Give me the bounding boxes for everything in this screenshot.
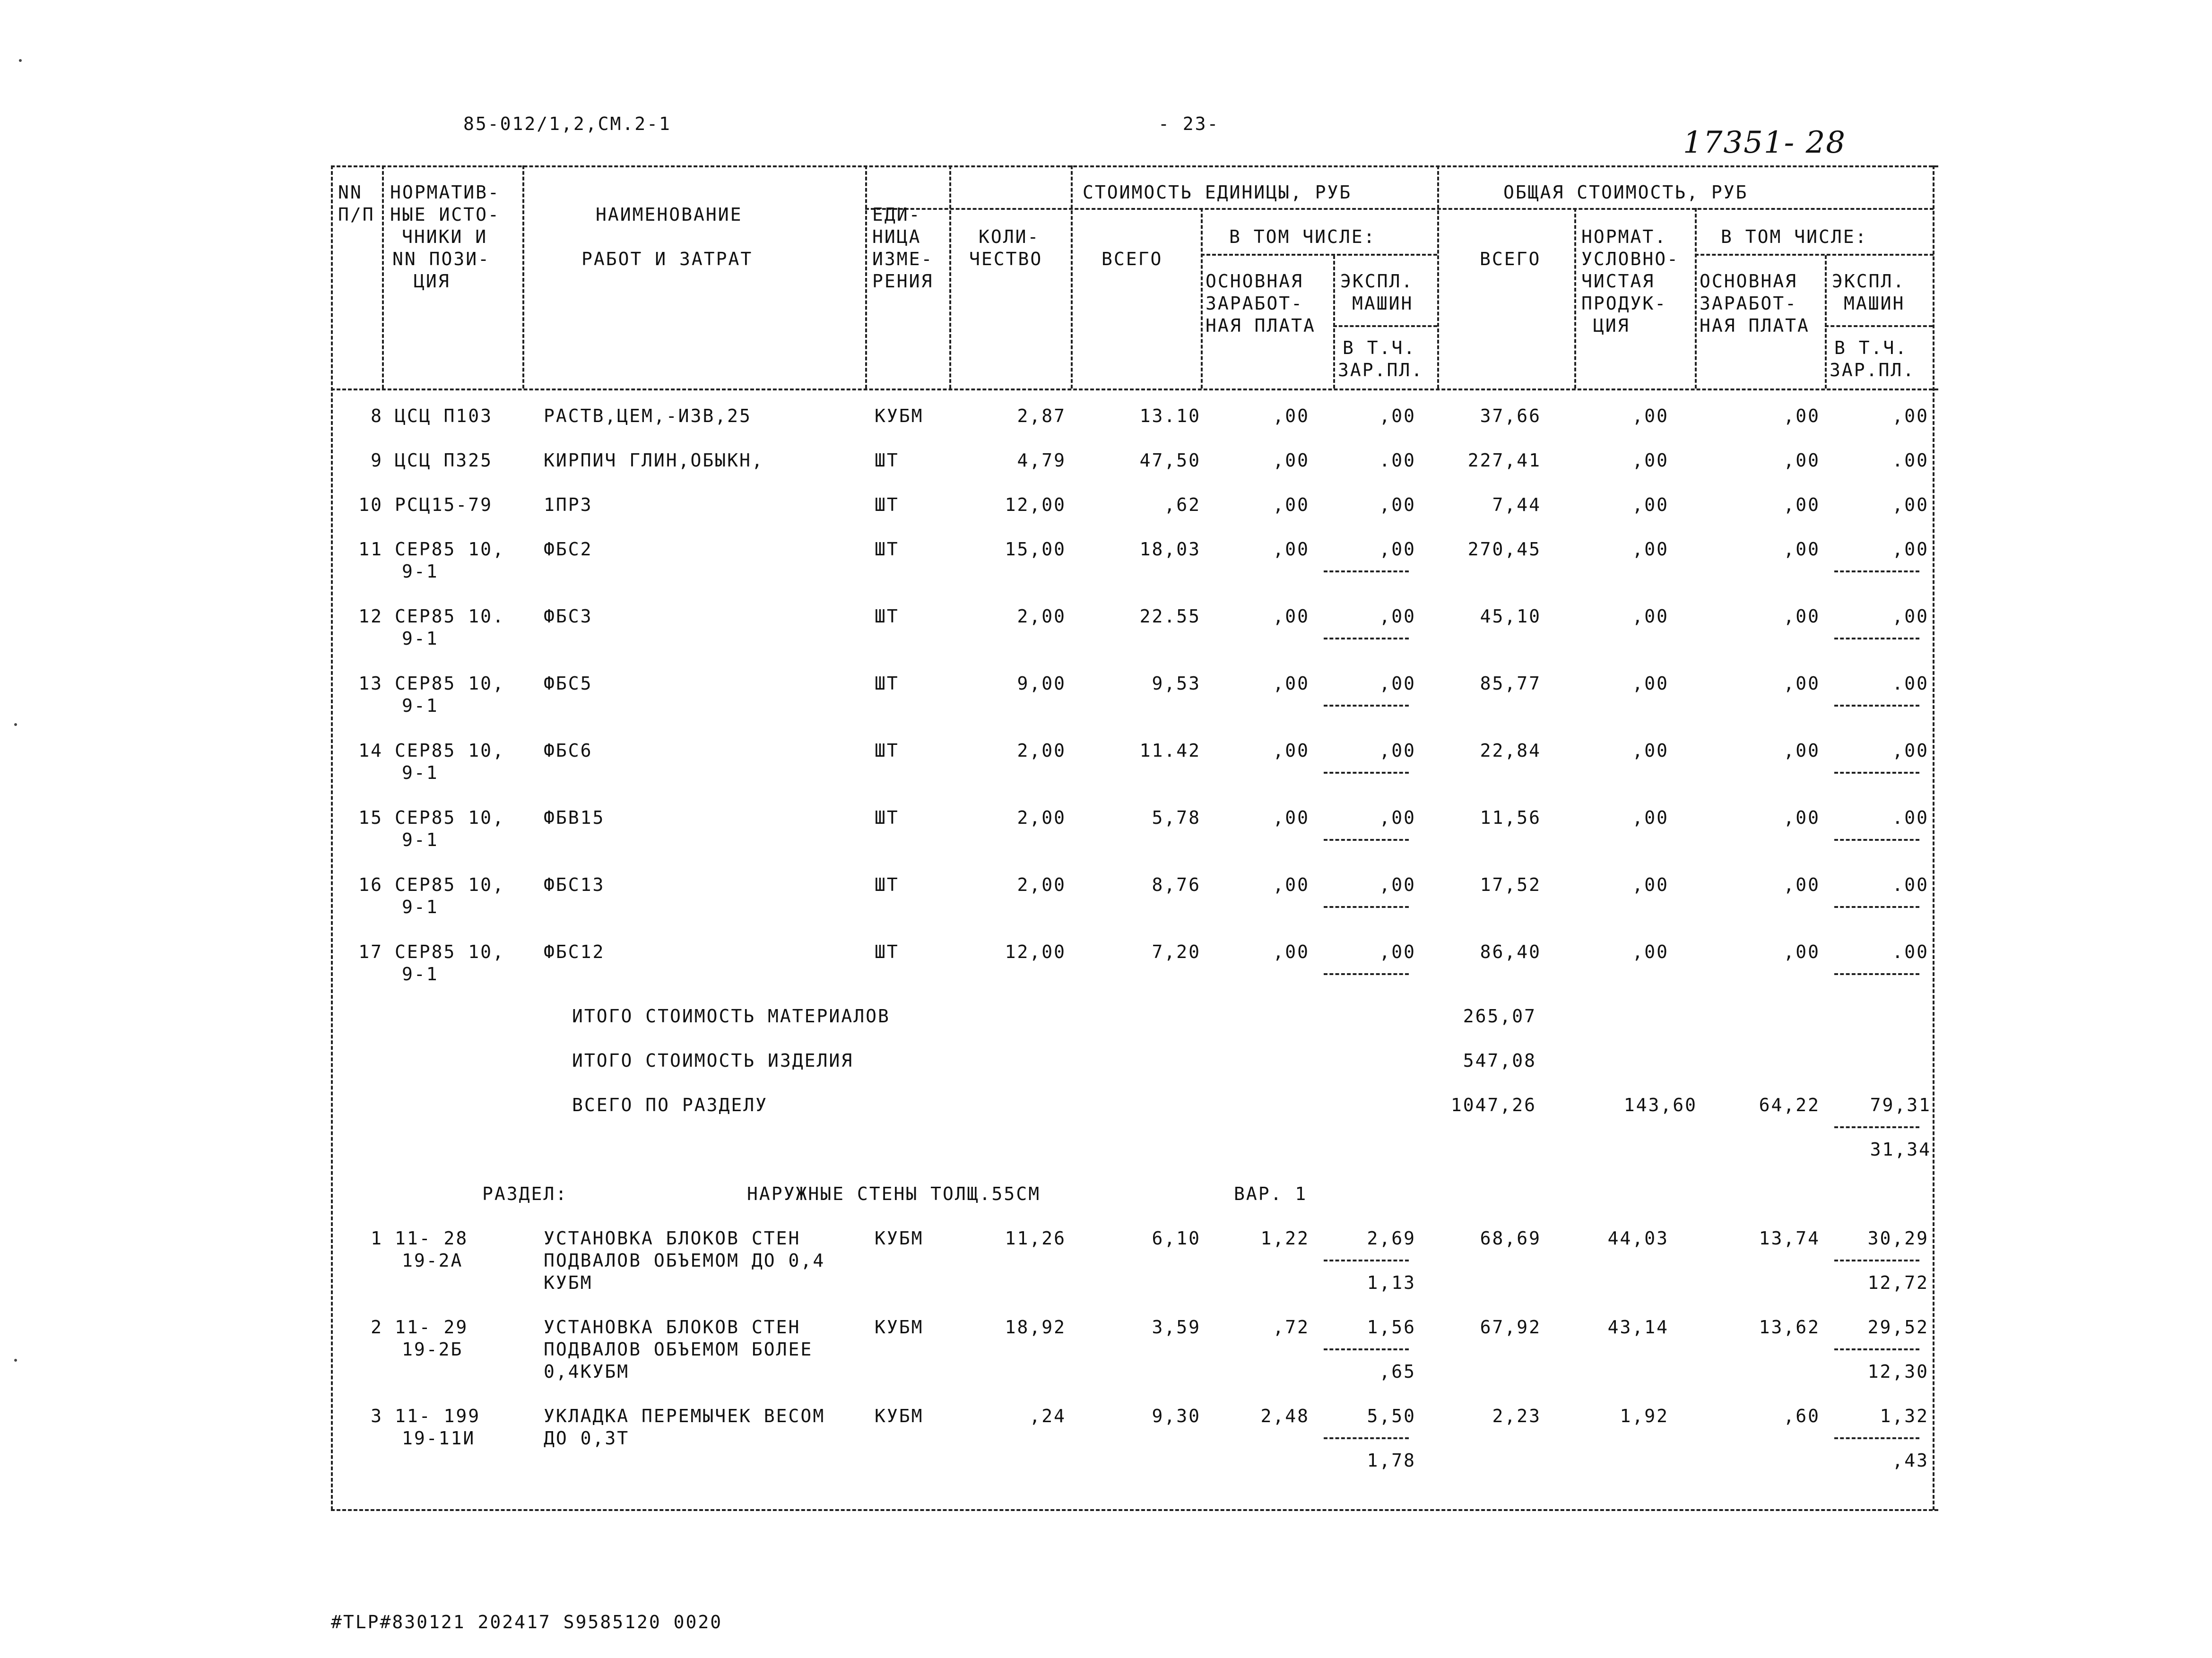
summary-section-wage: 64,22: [1759, 1095, 1820, 1115]
cell-code: ЦСЦ П103: [395, 406, 493, 426]
header-norm-source: НЫЕ ИСТО-: [390, 204, 500, 225]
cell-unit: КУБМ: [875, 1406, 924, 1426]
cell-unit: ШТ: [875, 874, 899, 895]
header-total-wage: ОСНОВНАЯ: [1700, 271, 1798, 292]
cell-code2: 9-1: [402, 829, 439, 850]
cell-t_ucp: ,00: [1632, 539, 1669, 560]
cell-t_zp: ,00: [1783, 941, 1820, 962]
cell-t_zp: 13,74: [1759, 1228, 1820, 1249]
cell-t_em: 1,32: [1880, 1406, 1929, 1426]
cell-unit: ШТ: [875, 941, 899, 962]
cell-t_ucp: ,00: [1632, 807, 1669, 828]
subtotal-rule: [1324, 1260, 1409, 1261]
header-unit-wage: ОСНОВНАЯ: [1206, 271, 1304, 292]
cell-t_zp: 13,62: [1759, 1317, 1820, 1338]
cell-name2: ПОДВАЛОВ ОБЪЕМОМ БОЛЕЕ: [544, 1339, 813, 1360]
subtotal-rule: [1834, 638, 1919, 639]
header-total-machines: МАШИН: [1844, 293, 1905, 314]
header-unit-machine-wage: ЗАР.ПЛ.: [1338, 360, 1424, 380]
summary-product-value: 547,08: [1463, 1050, 1536, 1071]
cell-u_total: 3,59: [1152, 1317, 1201, 1338]
cell-name: УСТАНОВКА БЛОКОВ СТЕН: [544, 1228, 801, 1249]
header-unit-machines: МАШИН: [1352, 293, 1414, 314]
cell-t_total: 2,23: [1492, 1406, 1541, 1426]
header-total-wage: НАЯ ПЛАТА: [1700, 315, 1810, 336]
cell-u_em: 1,56: [1367, 1317, 1416, 1338]
cell-u_total: 5,78: [1152, 807, 1201, 828]
cell-t_total: 45,10: [1480, 606, 1541, 627]
cell-u_total: 47,50: [1139, 450, 1201, 471]
header-subrule: [1695, 254, 1934, 256]
cell-t_ucp: 1,92: [1620, 1406, 1669, 1426]
header-subrule: [1333, 325, 1437, 327]
cell-unit: ШТ: [875, 740, 899, 761]
subtotal-rule: [1834, 705, 1919, 707]
cell-qty: 2,00: [1017, 606, 1066, 627]
cell-t_em: ,00: [1892, 494, 1929, 515]
cell-t_zp: ,00: [1783, 539, 1820, 560]
cell-t_total: 37,66: [1480, 406, 1541, 426]
subtotal-rule: [1324, 973, 1409, 975]
cell-code: РСЦ15-79: [395, 494, 493, 515]
cell-qty: 18,92: [1005, 1317, 1066, 1338]
cell-code: 11- 28: [395, 1228, 468, 1249]
cell-n: 10: [358, 494, 383, 515]
cell-name2: ДО 0,3Т: [544, 1428, 630, 1449]
cell-t_em: ,00: [1892, 539, 1929, 560]
header-subrule: [1825, 325, 1933, 327]
section-title: НАРУЖНЫЕ СТЕНЫ ТОЛЩ.55СМ: [747, 1183, 1041, 1204]
cell-code: 11- 199: [395, 1406, 481, 1426]
cell-qty: 2,00: [1017, 807, 1066, 828]
scan-speck: [14, 723, 17, 726]
summary-section-machines: 79,31: [1870, 1095, 1931, 1115]
cell-u_em: ,00: [1379, 740, 1416, 761]
cell-unit: ШТ: [875, 673, 899, 694]
cell-t_emzp: 12,30: [1867, 1361, 1929, 1382]
cell-qty: 15,00: [1005, 539, 1066, 560]
cell-t_zp: ,00: [1783, 673, 1820, 694]
summary-section-label: ВСЕГО ПО РАЗДЕЛУ: [572, 1095, 768, 1115]
header-norm-source: ЧНИКИ И: [402, 226, 488, 247]
cell-unit: КУБМ: [875, 1228, 924, 1249]
cell-n: 11: [358, 539, 383, 560]
header-net-product: ЦИЯ: [1593, 315, 1630, 336]
cell-t_em: .00: [1892, 874, 1929, 895]
cell-u_zp: 2,48: [1260, 1406, 1310, 1426]
cell-code2: 9-1: [402, 964, 439, 984]
cell-t_emzp: ,43: [1892, 1450, 1929, 1471]
table-right-border: [1933, 165, 1934, 1510]
cell-code: 11- 29: [395, 1317, 468, 1338]
cell-t_zp: ,00: [1783, 807, 1820, 828]
cell-t_total: 86,40: [1480, 941, 1541, 962]
cell-name: КИРПИЧ ГЛИН,ОБЫКН,: [544, 450, 764, 471]
header-divider: [1333, 255, 1335, 389]
cell-code: ЦСЦ П325: [395, 450, 493, 471]
header-net-product: ЧИСТАЯ: [1581, 271, 1655, 292]
cell-u_zp: ,00: [1273, 539, 1310, 560]
cell-code: СЕР85 10,: [395, 539, 505, 560]
cell-qty: 12,00: [1005, 941, 1066, 962]
header-nn: NN: [338, 182, 363, 203]
subtotal-rule: [1324, 705, 1409, 707]
header-norm-source: NN ПОЗИ-: [392, 249, 491, 269]
cell-qty: 12,00: [1005, 494, 1066, 515]
subtotal-rule: [1834, 772, 1919, 774]
cell-u_zp: ,00: [1273, 450, 1310, 471]
cell-u_zp: ,00: [1273, 807, 1310, 828]
cell-code: СЕР85 10,: [395, 941, 505, 962]
cell-t_total: 7,44: [1492, 494, 1541, 515]
cell-code2: 19-2Б: [402, 1339, 463, 1360]
cell-unit: ШТ: [875, 494, 899, 515]
cell-u_zp: ,00: [1273, 874, 1310, 895]
cell-t_zp: ,60: [1783, 1406, 1820, 1426]
cell-t_total: 11,56: [1480, 807, 1541, 828]
cell-u_em: ,00: [1379, 494, 1416, 515]
subtotal-rule: [1324, 1348, 1409, 1350]
cell-n: 2: [371, 1317, 383, 1338]
header-total-total: ВСЕГО: [1480, 249, 1541, 269]
header-unit-cost: СТОИМОСТЬ ЕДИНИЦЫ, РУБ: [1083, 182, 1352, 203]
cell-name2: ПОДВАЛОВ ОБЪЕМОМ ДО 0,4: [544, 1250, 825, 1271]
header-divider: [382, 165, 384, 389]
scan-speck: [14, 1359, 17, 1362]
cell-u_em: ,00: [1379, 807, 1416, 828]
cell-u_zp: ,00: [1273, 406, 1310, 426]
cell-t_em: ,00: [1892, 606, 1929, 627]
cell-t_ucp: 44,03: [1607, 1228, 1669, 1249]
cell-n: 13: [358, 673, 383, 694]
subtotal-rule: [1834, 1126, 1919, 1128]
header-unit: РЕНИЯ: [872, 271, 934, 292]
cell-qty: 2,00: [1017, 740, 1066, 761]
header-nn: П/П: [338, 204, 375, 225]
cell-code2: 9-1: [402, 561, 439, 582]
cell-name: ФБС13: [544, 874, 605, 895]
cell-code: СЕР85 10,: [395, 874, 505, 895]
cell-code2: 9-1: [402, 897, 439, 917]
cell-u_em: 2,69: [1367, 1228, 1416, 1249]
cell-t_ucp: ,00: [1632, 606, 1669, 627]
cell-t_ucp: ,00: [1632, 740, 1669, 761]
cell-n: 1: [371, 1228, 383, 1249]
cell-u_total: 6,10: [1152, 1228, 1201, 1249]
cell-t_ucp: 43,14: [1607, 1317, 1669, 1338]
cell-u_emzp: ,65: [1379, 1361, 1416, 1382]
cell-code2: 19-11И: [402, 1428, 476, 1449]
summary-materials-value: 265,07: [1463, 1006, 1536, 1027]
header-net-product: ПРОДУК-: [1581, 293, 1667, 314]
subtotal-rule: [1834, 1437, 1919, 1439]
cell-t_em: .00: [1892, 807, 1929, 828]
header-divider: [1437, 165, 1439, 389]
cell-t_zp: ,00: [1783, 494, 1820, 515]
subtotal-rule: [1324, 570, 1409, 572]
cell-u_total: 9,53: [1152, 673, 1201, 694]
cell-code: СЕР85 10,: [395, 673, 505, 694]
cell-name: ФБВ15: [544, 807, 605, 828]
section-label: РАЗДЕЛ:: [482, 1183, 568, 1204]
cell-code2: 19-2А: [402, 1250, 463, 1271]
cell-name: ФБС3: [544, 606, 593, 627]
cell-u_total: 7,20: [1152, 941, 1201, 962]
cell-unit: ШТ: [875, 539, 899, 560]
cell-qty: 11,26: [1005, 1228, 1066, 1249]
subtotal-rule: [1834, 570, 1919, 572]
cell-t_zp: ,00: [1783, 606, 1820, 627]
cell-qty: 2,87: [1017, 406, 1066, 426]
cell-name: ФБС5: [544, 673, 593, 694]
cell-n: 8: [371, 406, 383, 426]
cell-n: 17: [358, 941, 383, 962]
cell-t_em: 30,29: [1867, 1228, 1929, 1249]
cell-u_total: ,62: [1164, 494, 1201, 515]
header-net-product: НОРМАТ.: [1581, 226, 1667, 247]
header-total-cost: ОБЩАЯ СТОИМОСТЬ, РУБ: [1503, 182, 1748, 203]
cell-code2: 9-1: [402, 762, 439, 783]
header-unit-wage: ЗАРАБОТ-: [1206, 293, 1304, 314]
section-variant: ВАР. 1: [1234, 1183, 1308, 1204]
cell-u_total: 9,30: [1152, 1406, 1201, 1426]
cell-t_zp: ,00: [1783, 450, 1820, 471]
cell-qty: ,24: [1029, 1406, 1066, 1426]
header-unit: НИЦА: [872, 226, 921, 247]
cell-name: ФБС2: [544, 539, 593, 560]
footer-code: #TLP#830121 202417 S9585120 0020: [331, 1612, 723, 1632]
cell-u_emzp: 1,13: [1367, 1272, 1416, 1293]
cell-t_ucp: ,00: [1632, 673, 1669, 694]
cell-t_em: .00: [1892, 941, 1929, 962]
header-subrule: [865, 208, 1934, 210]
subtotal-rule: [1324, 906, 1409, 908]
cell-t_zp: ,00: [1783, 740, 1820, 761]
cell-qty: 2,00: [1017, 874, 1066, 895]
header-total-machine-wage: ЗАР.ПЛ.: [1830, 360, 1916, 380]
cell-name: УСТАНОВКА БЛОКОВ СТЕН: [544, 1317, 801, 1338]
cell-name: ФБС12: [544, 941, 605, 962]
cell-u_zp: 1,22: [1260, 1228, 1310, 1249]
header-divider: [1695, 208, 1697, 389]
cell-u_em: ,00: [1379, 874, 1416, 895]
header-divider: [1574, 208, 1576, 389]
header-total-wage: ЗАРАБОТ-: [1700, 293, 1798, 314]
cell-t_ucp: ,00: [1632, 874, 1669, 895]
summary-section-total: 1047,26: [1450, 1095, 1536, 1115]
subtotal-rule: [1324, 839, 1409, 841]
header-qty: ЧЕСТВО: [969, 249, 1043, 269]
cell-u_emzp: 1,78: [1367, 1450, 1416, 1471]
cell-t_total: 68,69: [1480, 1228, 1541, 1249]
header-norm-source: ЦИЯ: [414, 271, 451, 292]
doc-code: 85-012/1,2,СМ.2-1: [463, 113, 671, 134]
subtotal-rule: [1834, 1348, 1919, 1350]
cell-n: 9: [371, 450, 383, 471]
cell-t_ucp: ,00: [1632, 406, 1669, 426]
cell-n: 12: [358, 606, 383, 627]
header-qty: КОЛИ-: [979, 226, 1040, 247]
subtotal-rule: [1324, 1437, 1409, 1439]
cell-unit: КУБМ: [875, 1317, 924, 1338]
cell-u_em: ,00: [1379, 606, 1416, 627]
page-number: - 23-: [1158, 113, 1220, 134]
cell-t_emzp: 12,72: [1867, 1272, 1929, 1293]
subtotal-rule: [1324, 638, 1409, 639]
cell-t_ucp: ,00: [1632, 450, 1669, 471]
header-name: РАБОТ И ЗАТРАТ: [581, 249, 753, 269]
cell-u_em: ,00: [1379, 539, 1416, 560]
cell-n: 3: [371, 1406, 383, 1426]
header-bottom-border: [331, 389, 1938, 390]
cell-qty: 9,00: [1017, 673, 1066, 694]
cell-unit: ШТ: [875, 606, 899, 627]
header-total-incl: В ТОМ ЧИСЛЕ:: [1721, 226, 1868, 247]
header-net-product: УСЛОВНО-: [1581, 249, 1680, 269]
cell-unit: КУБМ: [875, 406, 924, 426]
header-total-machine-wage: В Т.Ч.: [1834, 337, 1908, 358]
cell-u_total: 18,03: [1139, 539, 1201, 560]
cell-u_zp: ,00: [1273, 494, 1310, 515]
cell-code: СЕР85 10,: [395, 807, 505, 828]
cell-u_em: ,00: [1379, 941, 1416, 962]
cell-unit: ШТ: [875, 450, 899, 471]
cell-name: ФБС6: [544, 740, 593, 761]
table-left-border: [331, 165, 333, 1510]
cell-unit: ШТ: [875, 807, 899, 828]
header-divider: [522, 165, 524, 389]
header-divider: [1825, 255, 1827, 389]
cell-code2: 9-1: [402, 628, 439, 649]
subtotal-rule: [1324, 772, 1409, 774]
table-bottom-border: [331, 1509, 1938, 1511]
cell-t_ucp: ,00: [1632, 494, 1669, 515]
scan-speck: [19, 59, 22, 62]
cell-code2: 9-1: [402, 695, 439, 716]
header-total-machines: ЭКСПЛ.: [1832, 271, 1906, 292]
header-unit: ИЗМЕ-: [872, 249, 934, 269]
cell-t_total: 270,45: [1467, 539, 1541, 560]
cell-name: УКЛАДКА ПЕРЕМЫЧЕК ВЕСОМ: [544, 1406, 825, 1426]
header-subrule: [1201, 254, 1437, 256]
header-unit-total: ВСЕГО: [1102, 249, 1163, 269]
cell-u_zp: ,00: [1273, 673, 1310, 694]
header-norm-source: НОРМАТИВ-: [390, 182, 500, 203]
cell-t_total: 22,84: [1480, 740, 1541, 761]
cell-u_em: 5,50: [1367, 1406, 1416, 1426]
cell-u_zp: ,00: [1273, 740, 1310, 761]
cell-u_total: 11.42: [1139, 740, 1201, 761]
table-top-border: [331, 165, 1938, 167]
cell-u_em: ,00: [1379, 406, 1416, 426]
cell-u_zp: ,00: [1273, 606, 1310, 627]
summary-product-label: ИТОГО СТОИМОСТЬ ИЗДЕЛИЯ: [572, 1050, 854, 1071]
cell-n: 16: [358, 874, 383, 895]
cell-n: 14: [358, 740, 383, 761]
cell-t_em: ,00: [1892, 406, 1929, 426]
subtotal-rule: [1834, 906, 1919, 908]
summary-materials-label: ИТОГО СТОИМОСТЬ МАТЕРИАЛОВ: [572, 1006, 890, 1027]
subtotal-rule: [1834, 839, 1919, 841]
cell-t_em: ,00: [1892, 740, 1929, 761]
cell-t_total: 67,92: [1480, 1317, 1541, 1338]
header-divider: [865, 165, 867, 389]
cell-t_ucp: ,00: [1632, 941, 1669, 962]
header-divider: [949, 165, 951, 389]
cell-t_total: 17,52: [1480, 874, 1541, 895]
cell-name: РАСТВ,ЦЕМ,-ИЗВ,25: [544, 406, 752, 426]
cell-u_total: 22.55: [1139, 606, 1201, 627]
header-unit: ЕДИ-: [872, 204, 921, 225]
cell-t_total: 85,77: [1480, 673, 1541, 694]
header-unit-wage: НАЯ ПЛАТА: [1206, 315, 1316, 336]
header-unit-machine-wage: В Т.Ч.: [1343, 337, 1416, 358]
header-divider: [1071, 165, 1073, 389]
cell-u_zp: ,72: [1273, 1317, 1310, 1338]
cell-u_em: .00: [1379, 450, 1416, 471]
summary-section-net: 143,60: [1623, 1095, 1697, 1115]
cell-name: 1ПР3: [544, 494, 593, 515]
cell-u_em: ,00: [1379, 673, 1416, 694]
cell-u_total: 8,76: [1152, 874, 1201, 895]
cell-name3: КУБМ: [544, 1272, 593, 1293]
cell-t_em: 29,52: [1867, 1317, 1929, 1338]
cell-code: СЕР85 10,: [395, 740, 505, 761]
handwritten-reference: 17351- 28: [1683, 125, 1846, 160]
subtotal-rule: [1834, 973, 1919, 975]
cell-t_total: 227,41: [1467, 450, 1541, 471]
subtotal-rule: [1834, 1260, 1919, 1261]
cell-u_zp: ,00: [1273, 941, 1310, 962]
cell-t_zp: ,00: [1783, 874, 1820, 895]
header-name: НАИМЕНОВАНИЕ: [596, 204, 743, 225]
summary-section-machine-wage: 31,34: [1870, 1139, 1931, 1160]
header-divider: [1201, 208, 1203, 389]
cell-t_em: .00: [1892, 450, 1929, 471]
cell-name3: 0,4КУБМ: [544, 1361, 630, 1382]
cell-u_total: 13.10: [1139, 406, 1201, 426]
cell-qty: 4,79: [1017, 450, 1066, 471]
cell-t_zp: ,00: [1783, 406, 1820, 426]
cell-n: 15: [358, 807, 383, 828]
header-unit-machines: ЭКСПЛ.: [1340, 271, 1414, 292]
cell-t_em: .00: [1892, 673, 1929, 694]
cell-code: СЕР85 10.: [395, 606, 505, 627]
header-unit-incl: В ТОМ ЧИСЛЕ:: [1229, 226, 1376, 247]
